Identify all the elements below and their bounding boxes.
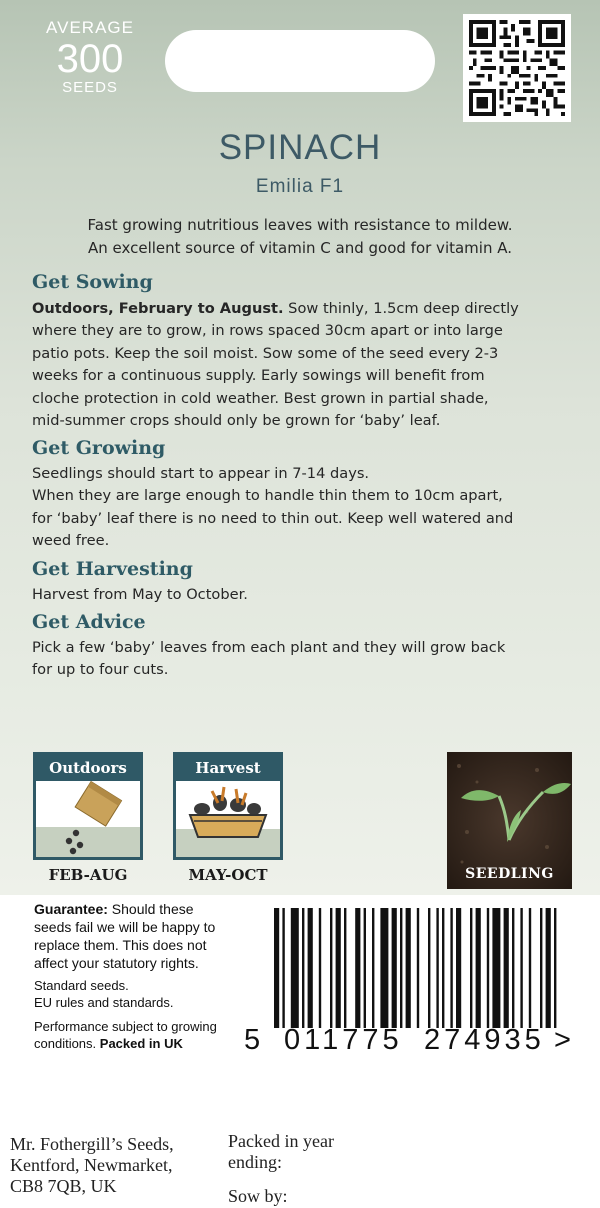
harvest-card-label: Harvest	[176, 755, 280, 781]
harvest-card	[173, 752, 283, 860]
barcode-number	[238, 1024, 578, 1056]
growing-line: for ‘baby’ leaf there is no need to thin out. Keep well watered and	[32, 509, 514, 527]
harvest-period: MAY-OCT	[188, 866, 268, 884]
barcode-bar	[487, 908, 489, 1028]
sowing-line: weeks for a continuous supply. Early sowings will benefit from	[32, 367, 485, 385]
seed-count-bottom: SEEDS	[62, 79, 118, 96]
barcode-bar	[319, 908, 321, 1028]
company-address	[10, 1134, 210, 1197]
harvesting-text	[32, 584, 580, 606]
address-line: Kentford, Newmarket,	[10, 1155, 173, 1175]
guarantee-line: replace them. This does not	[34, 937, 207, 953]
harvesting-line: Harvest from May to October.	[32, 586, 248, 603]
harvesting-heading: Get Harvesting	[32, 558, 193, 580]
standard-line: Standard seeds.	[34, 978, 129, 993]
barcode-bars	[270, 908, 560, 1028]
barcode-bar	[291, 908, 299, 1028]
barcode-bar	[392, 908, 397, 1028]
packed-line: Packed in year	[228, 1131, 334, 1151]
barcode-bar	[344, 908, 346, 1028]
standard-seeds-text	[34, 977, 249, 1011]
barcode-bar	[450, 908, 452, 1028]
sowing-line	[32, 298, 580, 320]
harvest-basket-icon	[176, 781, 280, 857]
barcode-bar	[364, 908, 366, 1028]
standard-line: EU rules and standards.	[34, 995, 174, 1010]
sowing-line: cloche protection in cold weather. Best grown in partial shade,	[32, 389, 489, 407]
barcode-bar	[330, 908, 332, 1028]
packed-in-uk: Packed in UK	[96, 1036, 183, 1051]
barcode-bar	[400, 908, 402, 1028]
guarantee-text	[34, 900, 249, 972]
barcode-bar	[492, 908, 500, 1028]
barcode-bar	[355, 908, 360, 1028]
barcode-left-group: 011775	[284, 1024, 403, 1056]
sowing-text	[32, 298, 580, 432]
barcode-bar	[336, 908, 341, 1028]
barcode-bar	[308, 908, 313, 1028]
outdoors-sowing-card	[33, 752, 143, 860]
barcode-bar	[540, 908, 542, 1028]
hang-hole	[165, 30, 435, 92]
seed-packet-icon	[36, 781, 140, 857]
qr-code-icon	[469, 20, 565, 116]
sow-by: Sow by:	[228, 1186, 288, 1206]
growing-line: When they are large enough to handle thin them to 10cm apart,	[32, 487, 503, 505]
barcode-bar	[554, 908, 556, 1028]
growing-line: weed free.	[32, 532, 110, 550]
sowing-line: where they are to grow, in rows spaced 30cm apart or into large	[32, 322, 503, 340]
guarantee-label: Guarantee:	[34, 901, 108, 917]
barcode-bar	[282, 908, 284, 1028]
barcode-bar	[380, 908, 388, 1028]
product-description	[28, 214, 572, 260]
growing-heading: Get Growing	[32, 437, 166, 459]
barcode-bar	[512, 908, 514, 1028]
address-line: CB8 7QB, UK	[10, 1176, 117, 1196]
barcode-bar	[417, 908, 419, 1028]
barcode-bar	[428, 908, 430, 1028]
barcode[interactable]	[270, 908, 560, 1028]
barcode-bar	[302, 908, 304, 1028]
sowing-heading: Get Sowing	[32, 271, 153, 293]
packed-in-year	[228, 1131, 378, 1173]
sowing-lead: Outdoors, February to August.	[32, 300, 284, 317]
barcode-bar	[456, 908, 461, 1028]
barcode-bar	[476, 908, 481, 1028]
guarantee-line	[34, 900, 249, 918]
advice-line: for up to four cuts.	[32, 661, 169, 679]
barcode-bar	[520, 908, 522, 1028]
performance-line: Performance subject to growing	[34, 1019, 217, 1034]
guarantee-line: affect your statutory rights.	[34, 955, 199, 971]
product-variety: Emilia F1	[255, 176, 345, 197]
sowing-line: mid-summer crops should only be grown for ‘baby’ leaf.	[32, 412, 441, 430]
seedling-label: SEEDLING	[465, 866, 554, 882]
guarantee-line: seeds fail we will be happy to	[34, 919, 216, 935]
barcode-bar	[504, 908, 509, 1028]
barcode-bar	[546, 908, 551, 1028]
sowing-line-rest: Sow thinly, 1.5cm deep directly	[283, 300, 519, 317]
product-name: SPINACH	[218, 128, 382, 167]
guarantee-line-rest: Should these	[107, 901, 194, 917]
barcode-first-digit: 5	[244, 1024, 261, 1056]
address-line: Mr. Fothergill’s Seeds,	[10, 1134, 174, 1154]
qr-code[interactable]	[463, 14, 571, 122]
outdoors-period: FEB-AUG	[48, 866, 128, 884]
barcode-bar	[436, 908, 438, 1028]
barcode-bar	[274, 908, 279, 1028]
barcode-bar	[529, 908, 531, 1028]
advice-heading: Get Advice	[32, 611, 146, 633]
seed-count-badge	[0, 18, 180, 96]
barcode-right-group: 274935	[424, 1024, 545, 1056]
advice-line: Pick a few ‘baby’ leaves from each plant and they will grow back	[32, 639, 506, 656]
description-line: An excellent source of vitamin C and good for vitamin A.	[87, 239, 512, 257]
seed-count-top: AVERAGE	[46, 18, 134, 37]
barcode-bar	[442, 908, 444, 1028]
performance-line	[34, 1035, 249, 1052]
barcode-bar	[406, 908, 411, 1028]
seed-count-number: 300	[56, 37, 124, 81]
performance-text	[34, 1018, 249, 1052]
outdoors-card-label: Outdoors	[36, 755, 140, 781]
growing-line: Seedlings should start to appear in 7-14 days.	[32, 465, 370, 482]
barcode-bar	[372, 908, 374, 1028]
barcode-end-marker: >	[554, 1024, 571, 1056]
sowing-line: patio pots. Keep the soil moist. Sow some of the seed every 2-3	[32, 344, 499, 362]
description-line: Fast growing nutritious leaves with resistance to mildew.	[87, 216, 513, 234]
growing-text	[32, 463, 580, 553]
performance-line-rest: conditions.	[34, 1036, 97, 1051]
barcode-bar	[470, 908, 472, 1028]
advice-text	[32, 637, 580, 682]
packed-line: ending:	[228, 1152, 282, 1172]
